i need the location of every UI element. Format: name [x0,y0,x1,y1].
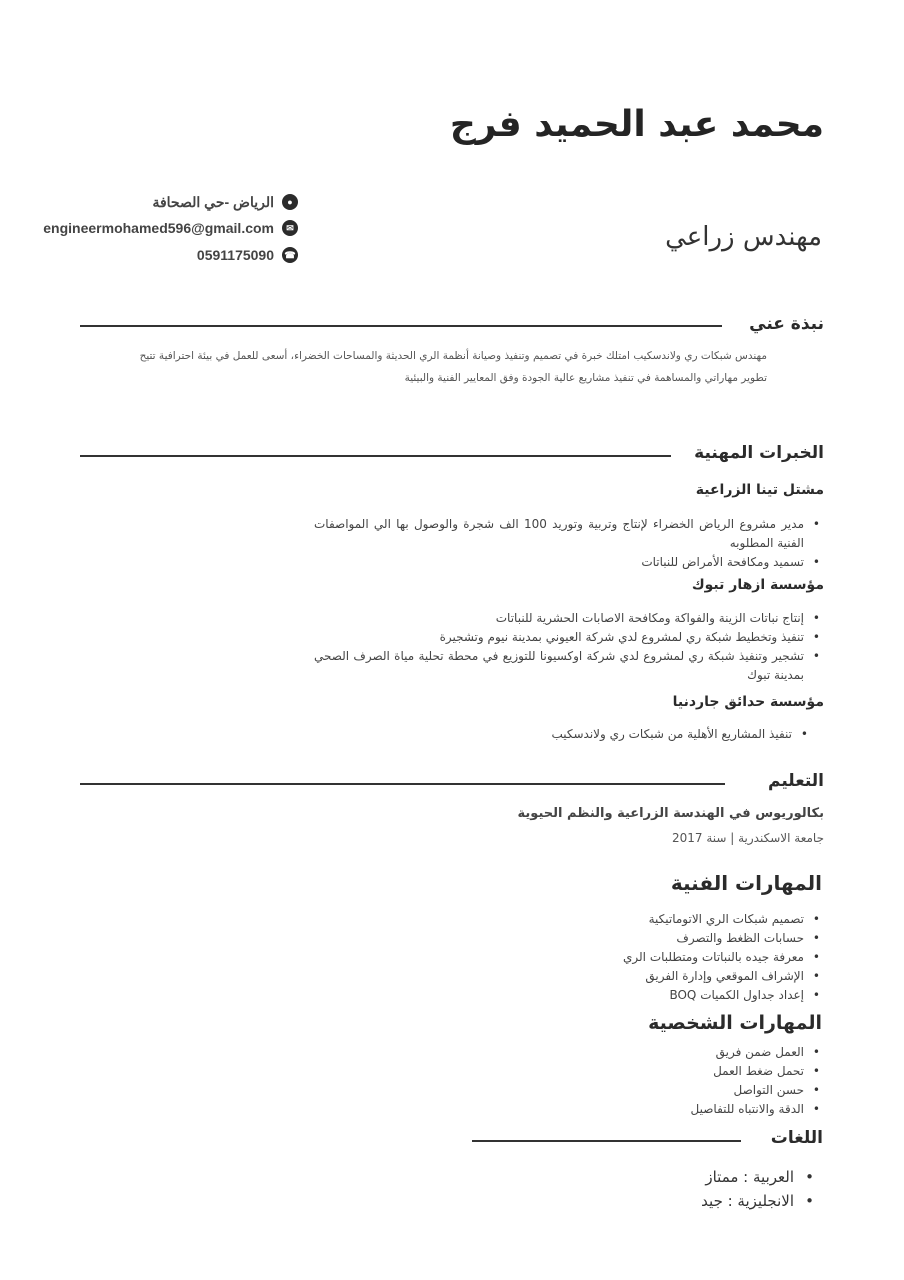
technical-skills-list [404,910,824,1005]
phone-icon: ☎ [282,247,298,263]
job-title: مهندس زراعي [665,222,822,252]
degree-details: جامعة الاسكندرية | سنة 2017 [671,831,824,845]
candidate-name: محمد عبد الحميد فرج [449,104,824,145]
contact-location [152,191,298,213]
list-item: • تصميم شبكات الري الاتوماتيكية [404,910,824,929]
personal-skills-list [524,1043,824,1119]
languages-list [524,1165,824,1213]
list-item: • مدير مشروع الرياض الخضراء لإنتاج وتربية وتوريد 100 الف شجرة والوصول بها الي المواصفات الفنية المطلوبه [314,515,824,553]
job-duties-list [392,725,812,744]
job-duties-list [314,609,824,685]
company-name: مشتل تينا الزراعية [695,482,824,498]
about-text: مهندس شبكات ري ولاندسكيب امتلك خبرة في تصميم وتنفيذ وصيانة أنظمة الري الحديثة والمساحات الخضراء، أسعى للعمل في بيئة احترافية تتيح تطوير مهاراتي والمساهمة في تنفيذ مشاريع عالية الجودة وفق المعايير الفنية والبيئية [139,350,767,384]
education-heading: التعليم [768,771,824,791]
location-text: الرياض -حي الصحافة [152,193,274,210]
list-item: • الانجليزية : جيد [524,1189,824,1213]
list-item: • تشجير وتنفيذ شبكة ري لمشروع لدي شركة اوكسيونا للتوزيع في محطة تحلية مياة الصرف الصحي بمدينة تبوك [314,647,824,685]
list-item: • إنتاج نباتات الزينة والفواكة ومكافحة الاصابات الحشرية للنباتات [314,609,824,628]
list-item: • العمل ضمن فريق [524,1043,824,1062]
languages-heading: اللغات [770,1128,823,1148]
technical-skills-heading: المهارات الفنية [670,871,822,895]
list-item: • الإشراف الموقعي وإدارة الفريق [404,967,824,986]
list-item: • حسن التواصل [524,1081,824,1100]
contact-email [43,217,298,239]
degree-title: بكالوريوس في الهندسة الزراعية والنظم الحيوية [517,806,824,821]
list-item: • تسميد ومكافحة الأمراض للنباتات [314,553,824,572]
contact-phone [185,244,298,266]
list-item: • تنفيذ وتخطيط شبكة ري لمشروع لدي شركة العيوني بمدينة نيوم وتشجيرة [314,628,824,647]
list-item: • إعداد جداول الكميات BOQ [404,986,824,1005]
list-item: • العربية : ممتاز [524,1165,824,1189]
about-heading: نبذة عني [749,314,824,334]
about-divider [80,325,722,327]
job-duties-list [314,515,824,572]
experience-divider [80,455,671,457]
list-item: • تنفيذ المشاريع الأهلية من شبكات ري ولاندسكيب [392,725,812,744]
phone-text: 0591175090 [196,247,274,263]
languages-divider [472,1140,741,1142]
company-name: مؤسسة ازهار تبوك [691,577,824,593]
envelope-icon: ✉ [282,220,298,236]
location-pin-icon: ● [282,194,298,210]
experience-heading: الخبرات المهنية [694,443,824,463]
company-name: مؤسسة حدائق جاردنيا [672,694,824,710]
email-text: engineermohamed596@gmail.com [43,220,274,236]
education-divider [80,783,725,785]
personal-skills-heading: المهارات الشخصية [648,1012,822,1034]
list-item: • حسابات الظغط والتصرف [404,929,824,948]
list-item: • الدقة والانتباه للتفاصيل [524,1100,824,1119]
list-item: • معرفة جيده بالنباتات ومتطلبات الري [404,948,824,967]
list-item: • تحمل ضغط العمل [524,1062,824,1081]
